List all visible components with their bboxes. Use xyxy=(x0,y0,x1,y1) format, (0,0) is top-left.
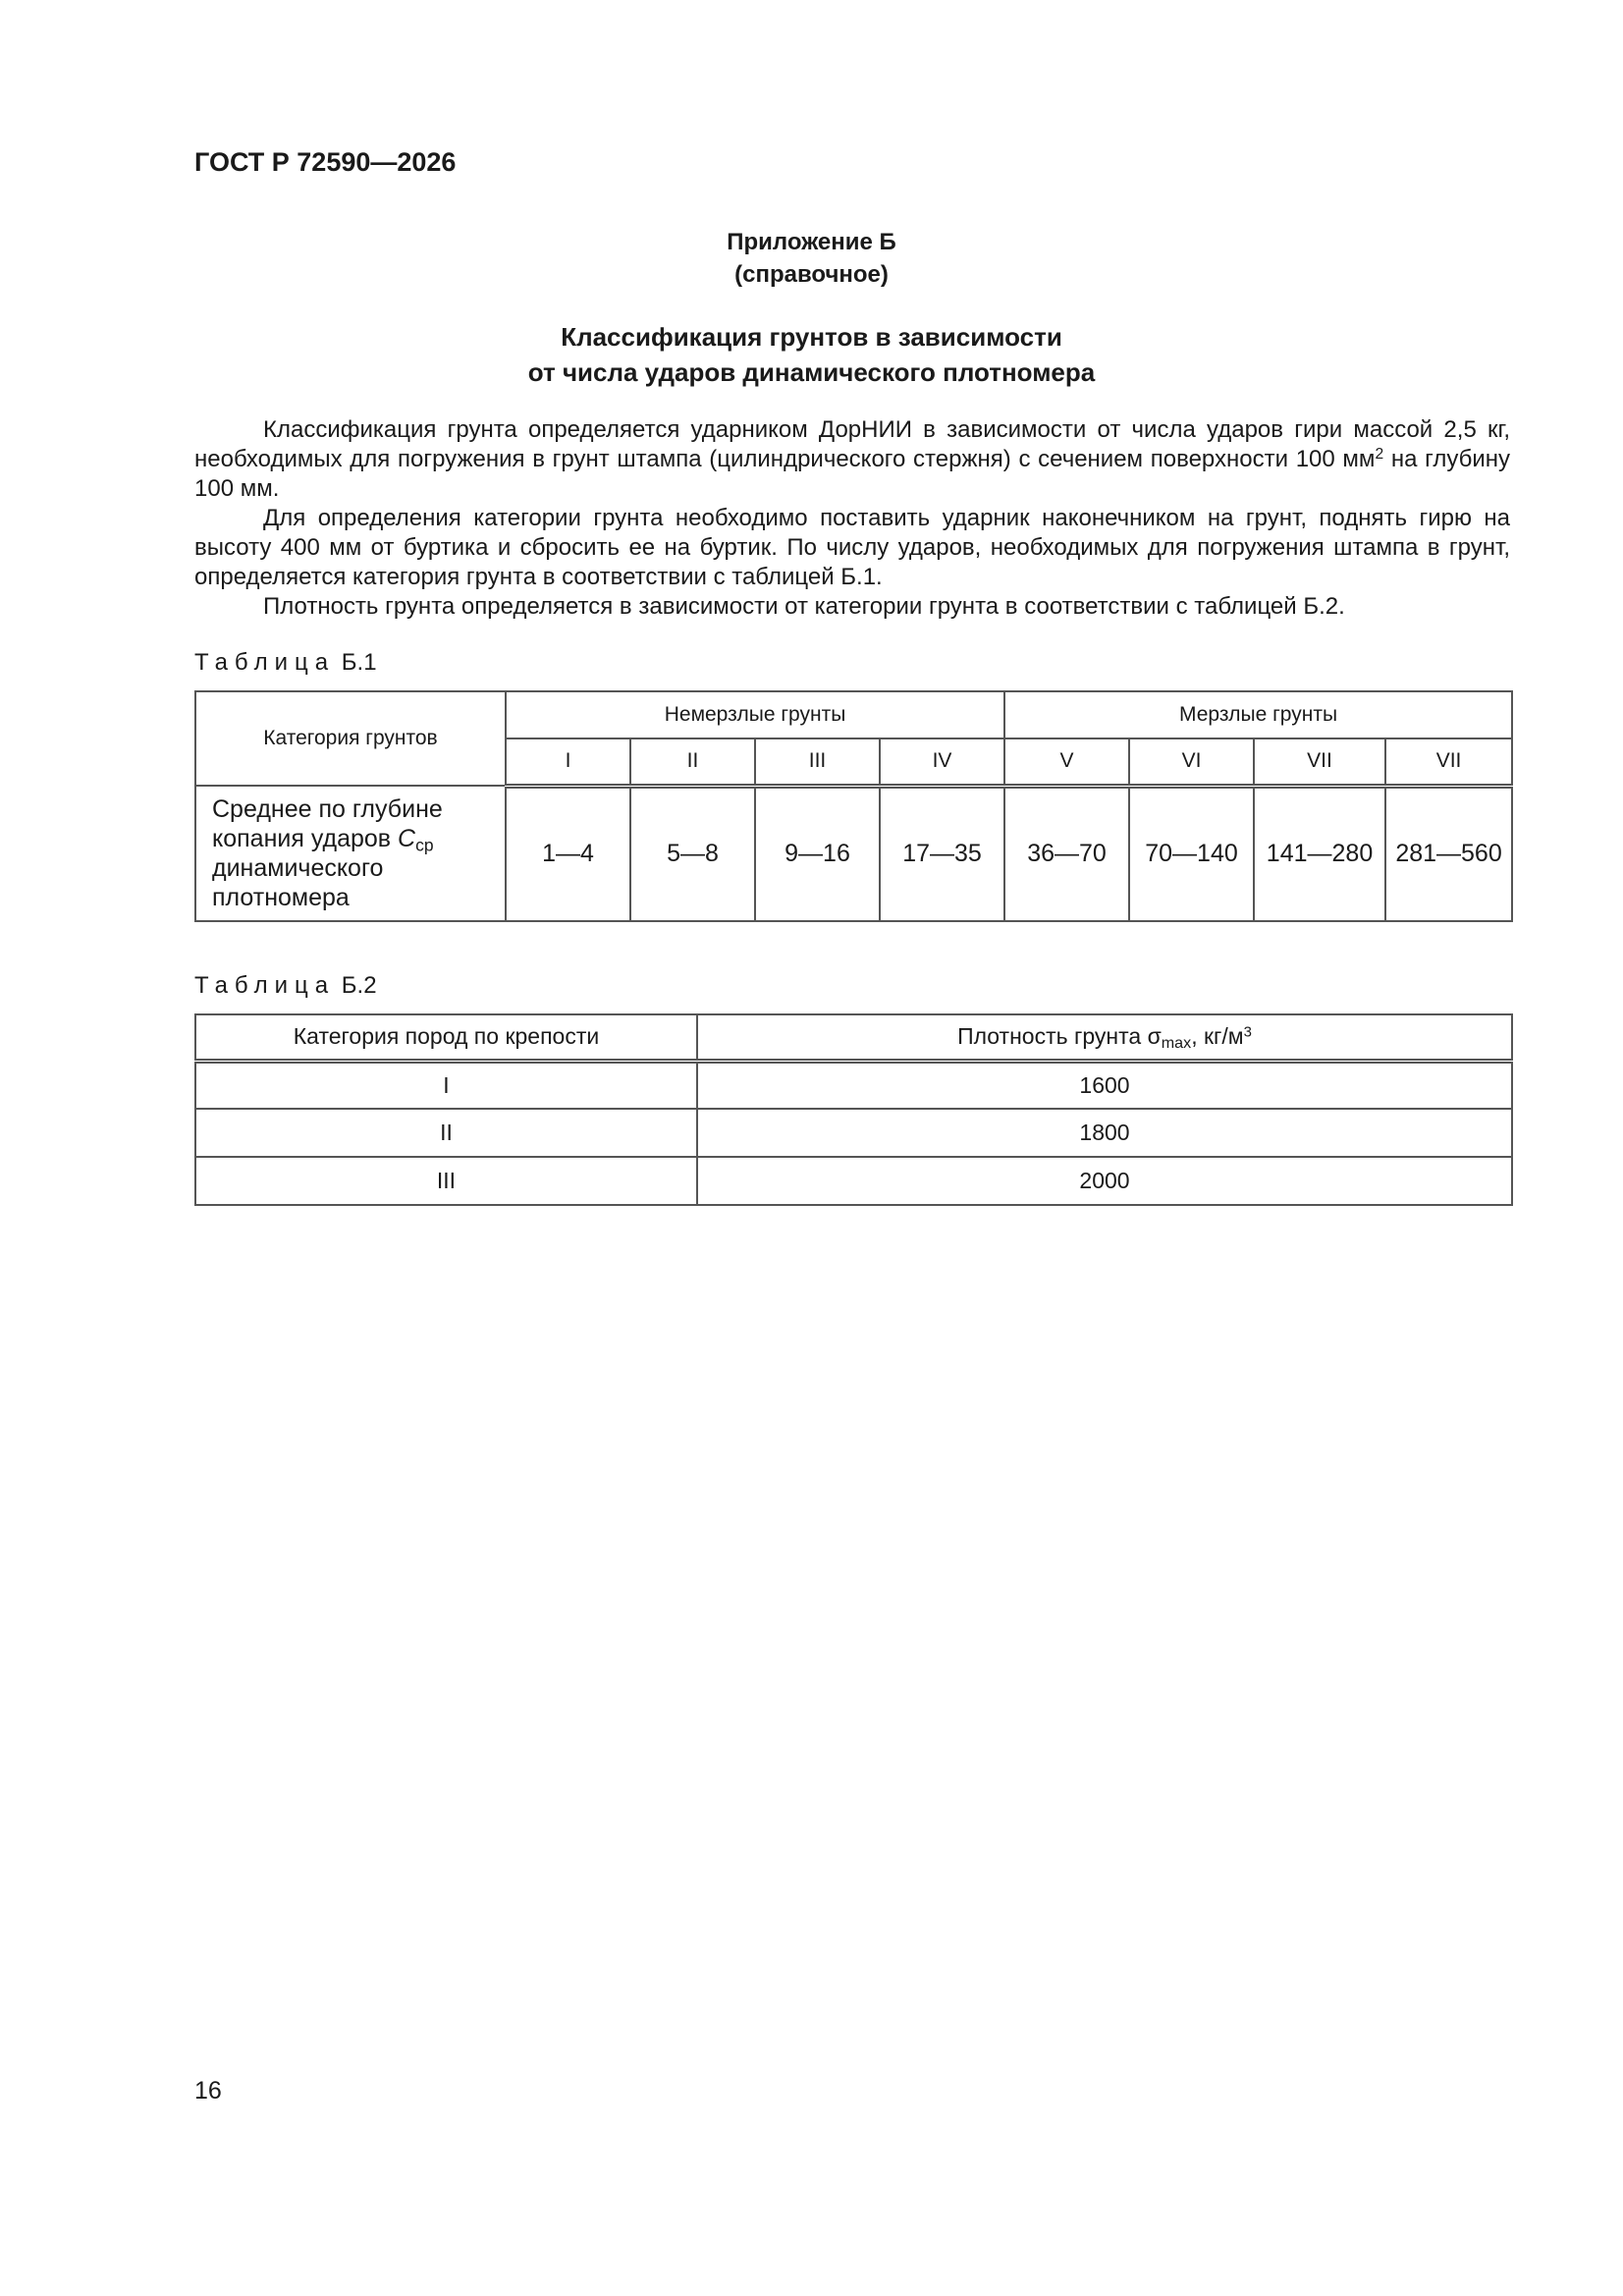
row-label-subscript: ср xyxy=(415,835,434,855)
row-label-text: Среднее по глубине копания ударов xyxy=(212,795,443,852)
appendix-kind: (справочное) xyxy=(734,261,889,288)
table-2-density-cell: 2000 xyxy=(697,1157,1512,1205)
table-2-caption-word: Таблица xyxy=(194,972,336,999)
paragraph-1 xyxy=(194,415,1510,504)
table-1-value-cell: 36—70 xyxy=(1004,786,1129,921)
table-2 xyxy=(194,1013,1513,1206)
table-1-value-cell: 5—8 xyxy=(630,786,755,921)
table-1-value-cell: 141—280 xyxy=(1254,786,1385,921)
table-2-density-cell: 1800 xyxy=(697,1109,1512,1157)
table-1-head-unfrozen: Немерзлые грунты xyxy=(506,691,1004,738)
table-1 xyxy=(194,690,1513,922)
row-label-variable: C xyxy=(398,825,416,852)
density-head-superscript: 3 xyxy=(1243,1023,1252,1041)
paragraph-2: Для определения категории грунта необходимо поставить ударник наконечником на грунт, поднять гирю на высоту 400 мм от буртика и сбросить ее на буртик. По числу ударов, необходимых для погружения штампа в грунт, определяется категория грунта в соответствии с таблицей Б.1. xyxy=(194,505,1510,590)
density-head-subscript: max xyxy=(1161,1034,1192,1053)
table-1-category-cell: VII xyxy=(1385,738,1512,786)
paragraph-3: Плотность грунта определяется в зависимости от категории грунта в соответствии с таблицей Б.2. xyxy=(263,593,1345,620)
table-1-category-cell: VI xyxy=(1129,738,1254,786)
appendix-label: Приложение Б xyxy=(727,229,896,255)
density-head-unit: , кг/м xyxy=(1191,1023,1244,1050)
table-1-caption xyxy=(194,649,377,677)
table-1-value-cell: 9—16 xyxy=(755,786,880,921)
appendix-title xyxy=(0,319,1623,390)
table-1-row-label xyxy=(195,786,506,921)
table-1-category-cell: III xyxy=(755,738,880,786)
table-2-caption-number: Б.2 xyxy=(341,972,377,999)
table-2-category-cell: II xyxy=(195,1109,697,1157)
table-1-category-cell: I xyxy=(506,738,630,786)
paragraph-1-superscript: 2 xyxy=(1375,446,1384,464)
table-2-density-cell: 1600 xyxy=(697,1061,1512,1109)
body-text xyxy=(194,415,1510,622)
table-2-category-cell: I xyxy=(195,1061,697,1109)
density-head-sigma: σ xyxy=(1147,1023,1162,1050)
table-1-category-cell: II xyxy=(630,738,755,786)
appendix-heading xyxy=(0,226,1623,291)
table-1-value-cell: 1—4 xyxy=(506,786,630,921)
table-1-category-cell: IV xyxy=(880,738,1004,786)
table-1-head-frozen: Мерзлые грунты xyxy=(1004,691,1512,738)
row-label-text-end: динамического плотномера xyxy=(212,854,384,911)
table-1-category-cell: V xyxy=(1004,738,1129,786)
table-1-value-cell: 70—140 xyxy=(1129,786,1254,921)
table-1-category-cell: VII xyxy=(1254,738,1385,786)
title-line-2: от числа ударов динамического плотномера xyxy=(527,357,1096,387)
density-head-text: Плотность грунта xyxy=(957,1023,1148,1050)
paragraph-1-tail: на глубину 100 мм. xyxy=(194,446,1511,502)
table-1-value-cell: 17—35 xyxy=(880,786,1004,921)
table-1-caption-word: Таблица xyxy=(194,649,336,676)
table-2-caption xyxy=(194,972,377,1000)
table-1-value-cell: 281—560 xyxy=(1385,786,1512,921)
table-1-caption-number: Б.1 xyxy=(341,649,377,676)
page-number: 16 xyxy=(194,2077,222,2105)
paragraph-1-main: Классификация грунта определяется ударником ДорНИИ в зависимости от числа ударов гири массой 2,5 кг, необходимых для погружения в грунт штампа (цилиндрического стержня) с сечением поверхности 100 мм xyxy=(194,416,1510,472)
table-2-head-category: Категория пород по крепости xyxy=(195,1014,697,1061)
table-2-category-cell: III xyxy=(195,1157,697,1205)
table-1-head-category: Категория грунтов xyxy=(195,691,506,786)
title-line-1: Классификация грунтов в зависимости xyxy=(561,322,1062,352)
table-2-head-density xyxy=(697,1014,1512,1061)
standard-designation: ГОСТ Р 72590—2026 xyxy=(194,147,457,177)
